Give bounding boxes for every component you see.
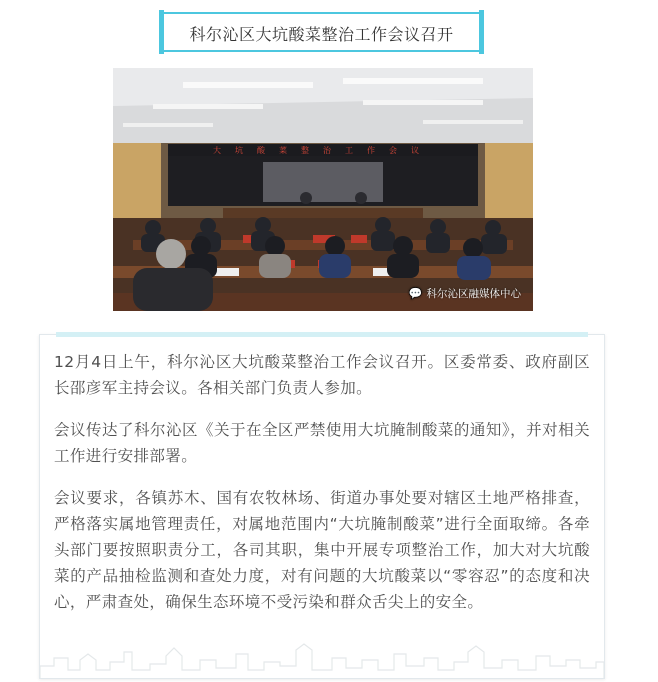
article-paragraph-3: 会议要求，各镇苏木、国有农牧林场、街道办事处要对辖区土地严格排查，严格落实属地管理责任，对属地范围内“大坑腌制酸菜”进行全面取缔。各牵头部门要按照职责分工，各司其职，集中开展专项整治工作，加大对大坑酸菜的产品抽检监测和查处力度，对有问题的大坑酸菜以“零容忍”的态度和决心，严肃查处，确保生态环境不受污染和群众舌尖上的安全。 (54, 489, 590, 611)
article-title-box (159, 12, 484, 52)
wechat-icon: 💬 (408, 287, 423, 300)
photo-watermark (409, 286, 521, 301)
card-top-accent (56, 332, 588, 337)
photo-watermark-text: 科尔沁区融媒体中心 (426, 288, 521, 300)
article-body (54, 349, 590, 631)
article-title: 科尔沁区大坑酸菜整治工作会议召开 (189, 25, 454, 44)
meeting-banner-text: 大坑酸菜整治工作会议 (213, 146, 433, 155)
article-paragraph-2: 会议传达了科尔沁区《关于在全区严禁使用大坑腌制酸菜的通知》，并对相关工作进行安排部署。 (54, 421, 590, 465)
article-paragraph-1: 12月4日上午，科尔沁区大坑酸菜整治工作会议召开。区委常委、政府副区长邵彦军主持会议。各相关部门负责人参加。 (54, 353, 590, 397)
meeting-photo-illustration (113, 68, 533, 311)
meeting-photo (113, 68, 533, 311)
article-card (39, 334, 605, 679)
city-skyline-decoration (40, 640, 604, 678)
